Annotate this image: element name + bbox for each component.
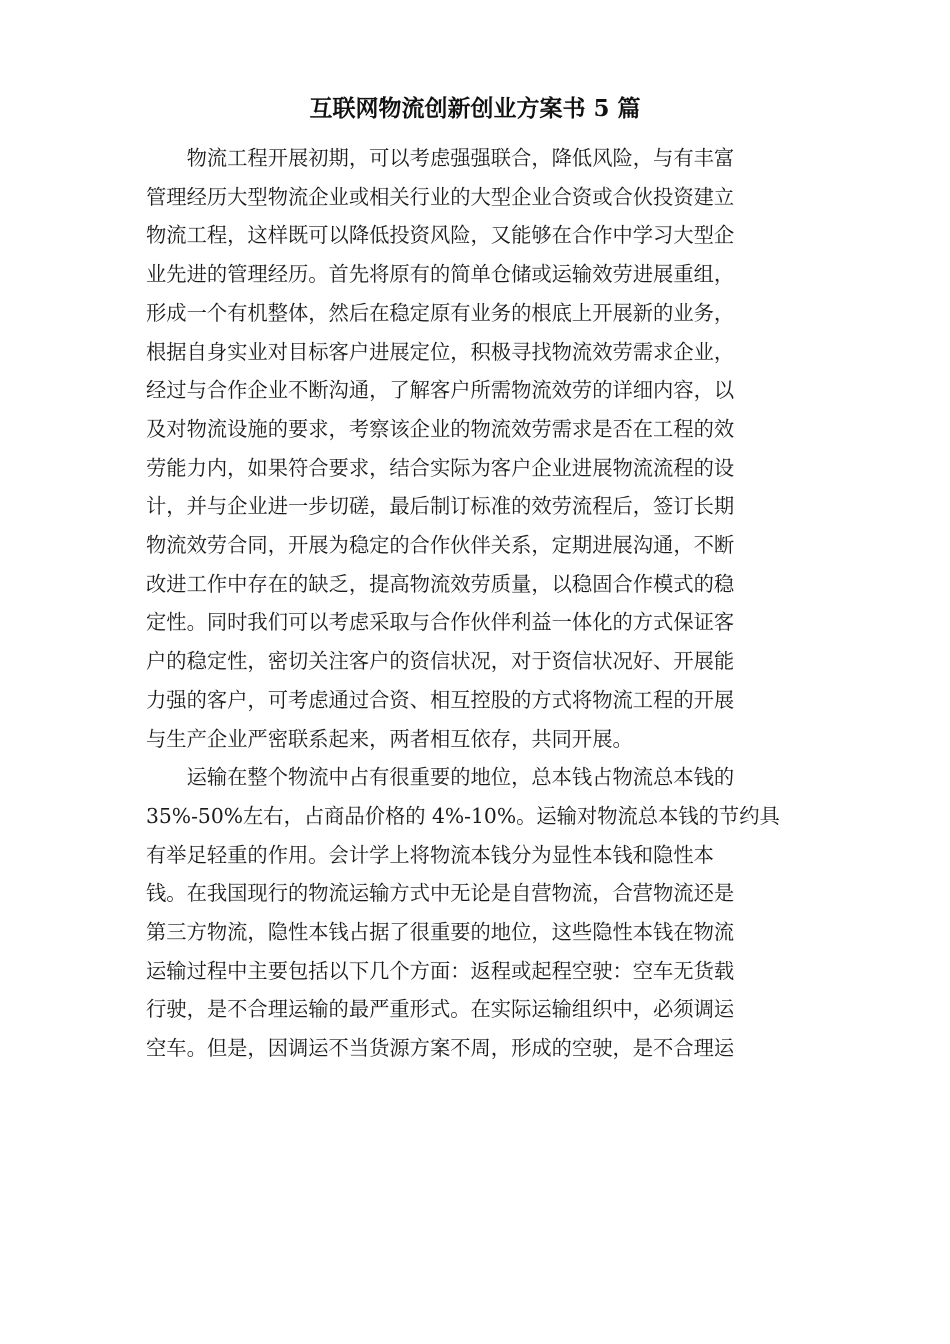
paragraph-2-line: 钱。在我国现行的物流运输方式中无论是自营物流，合营物流还是 bbox=[146, 881, 735, 906]
paragraph-1-line: 劳能力内，如果符合要求，结合实际为客户企业进展物流流程的设 bbox=[146, 455, 735, 480]
paragraph-1-line: 户的稳定性，密切关注客户的资信状况，对于资信状况好、开展能 bbox=[146, 649, 735, 674]
paragraph-2-line: 运输在整个物流中占有很重要的地位，总本钱占物流总本钱的 bbox=[146, 765, 735, 790]
paragraph-1-line: 物流工程，这样既可以降低投资风险，又能够在合作中学习大型企 bbox=[146, 223, 735, 248]
paragraph-1-line: 形成一个有机整体，然后在稳定原有业务的根底上开展新的业务， bbox=[146, 300, 735, 325]
paragraph-1-line: 与生产企业严密联系起来，两者相互依存，共同开展。 bbox=[146, 726, 633, 751]
paragraph-2-line: 第三方物流，隐性本钱占据了很重要的地位，这些隐性本钱在物流 bbox=[146, 920, 735, 944]
paragraph-1-line: 物流工程开展初期，可以考虑强强联合，降低风险，与有丰富 bbox=[146, 146, 735, 170]
paragraph-2-line: 空车。但是，因调运不当货源方案不周，形成的空驶，是不合理运 bbox=[146, 1036, 735, 1061]
document-title: 互联网物流创新创业方案书 5 篇 bbox=[309, 95, 641, 122]
paragraph-2-line: 运输过程中主要包括以下几个方面：返程或起程空驶：空车无货载 bbox=[146, 958, 735, 983]
paragraph-1-line: 计，并与企业进一步切磋，最后制订标准的效劳流程后，签订长期 bbox=[146, 494, 735, 519]
paragraph-1-line: 根据自身实业对目标客户进展定位，积极寻找物流效劳需求企业， bbox=[146, 339, 735, 364]
paragraph-2-line: 35%-50%左右，占商品价格的 4%-10%。运输对物流总本钱的节约具 bbox=[146, 803, 780, 828]
paragraph-2-line: 有举足轻重的作用。会计学上将物流本钱分为显性本钱和隐性本 bbox=[146, 842, 714, 867]
paragraph-1-line: 力强的客户，可考虑通过合资、相互控股的方式将物流工程的开展 bbox=[146, 687, 735, 712]
paragraph-1-line: 经过与合作企业不断沟通，了解客户所需物流效劳的详细内容，以 bbox=[146, 378, 735, 403]
paragraph-1-line: 改进工作中存在的缺乏，提高物流效劳质量，以稳固合作模式的稳 bbox=[146, 571, 735, 596]
paragraph-1-line: 业先进的管理经历。首先将原有的简单仓储或运输效劳进展重组， bbox=[146, 262, 735, 287]
paragraph-2-line: 行驶，是不合理运输的最严重形式。在实际运输组织中，必须调运 bbox=[146, 997, 735, 1022]
paragraph-1-line: 管理经历大型物流企业或相关行业的大型企业合资或合伙投资建立 bbox=[146, 184, 735, 209]
paragraph-1-line: 及对物流设施的要求，考察该企业的物流效劳需求是否在工程的效 bbox=[146, 416, 735, 441]
paragraph-1-line: 物流效劳合同，开展为稳定的合作伙伴关系，定期进展沟通，不断 bbox=[146, 533, 735, 557]
paragraph-1-line: 定性。同时我们可以考虑采取与合作伙伴利益一体化的方式保证客 bbox=[146, 610, 735, 635]
